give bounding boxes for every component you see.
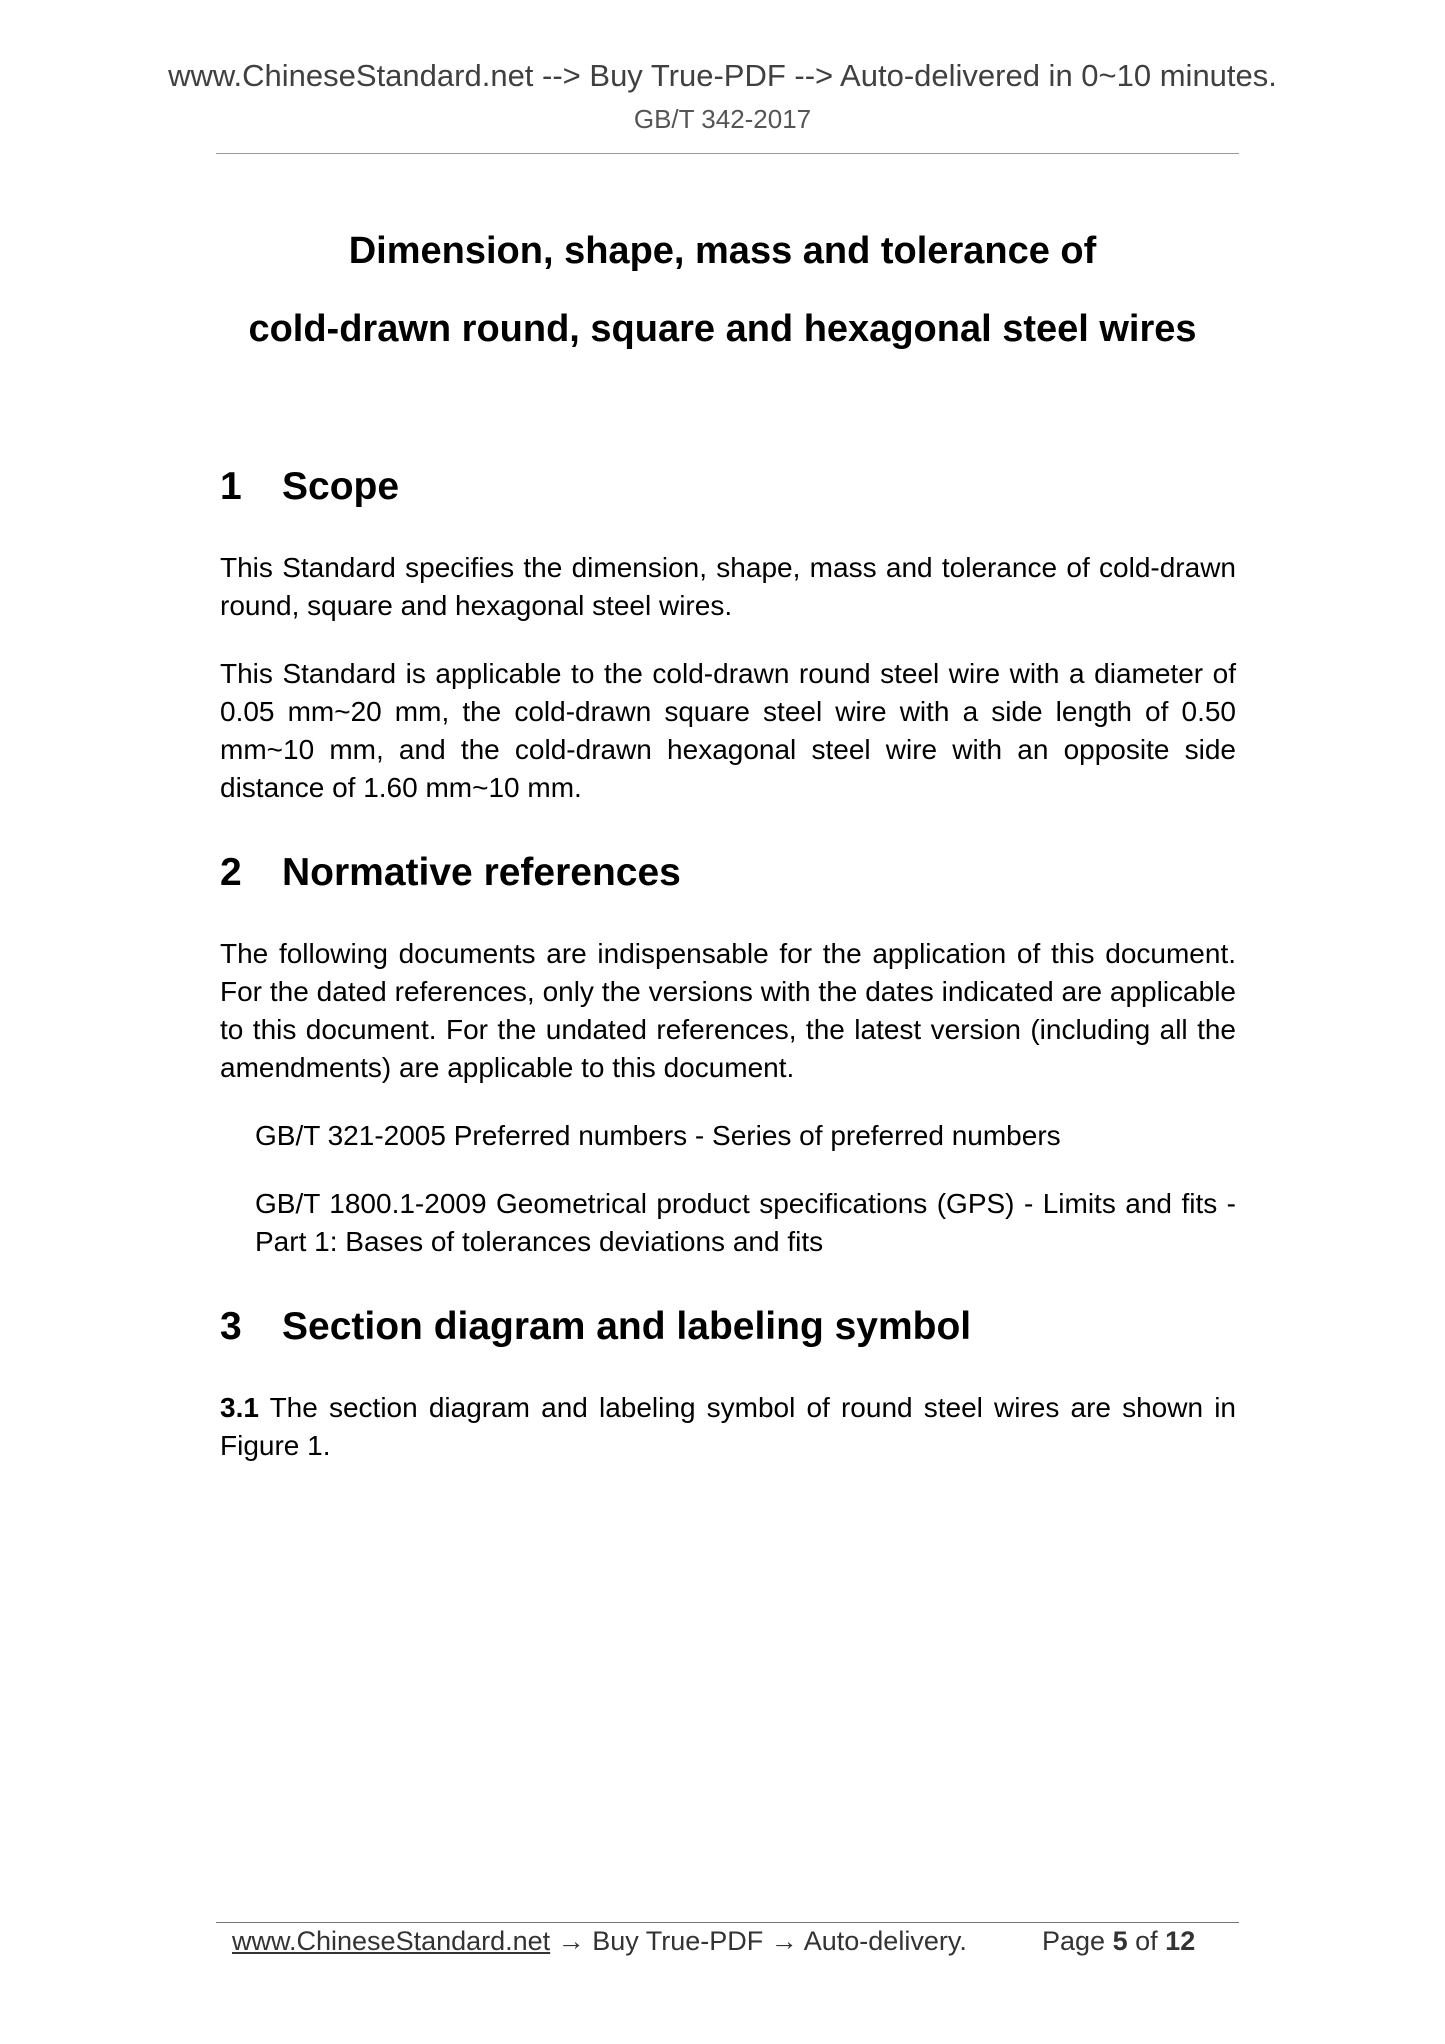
subsection-3-1-text: The section diagram and labeling symbol of round steel wires are shown in Figure 1. bbox=[220, 1392, 1236, 1461]
footer-promo-text: → Buy True-PDF → Auto-delivery. bbox=[557, 1926, 967, 1956]
scope-paragraph-2: This Standard is applicable to the cold-drawn round steel wire with a diameter of 0.05 mm~20 mm, the cold-drawn square steel wire with a side length of 0.50 mm~10 mm, and the cold-drawn hexagonal steel wire with an opposite side distance of 1.60 mm~10 mm. bbox=[220, 658, 1236, 803]
title-line-2: cold-drawn round, square and hexagonal steel wires bbox=[248, 308, 1197, 350]
title-line-1: Dimension, shape, mass and tolerance of bbox=[348, 230, 1097, 272]
header-promo-text: www.ChineseStandard.net --> Buy True-PDF --> Auto-delivered in 0~10 minutes. bbox=[168, 58, 1277, 93]
header-standard-number: GB/T 342-2017 bbox=[633, 104, 812, 134]
subsection-3-1-number: 3.1 bbox=[220, 1392, 259, 1423]
section-3-heading bbox=[220, 1305, 1236, 1349]
section-3-number: 3 bbox=[220, 1305, 242, 1348]
header-divider bbox=[216, 153, 1239, 154]
page-current: 5 bbox=[1112, 1926, 1128, 1956]
reference-item-1: GB/T 321-2005 Preferred numbers - Series of preferred numbers bbox=[255, 1120, 1061, 1151]
footer-left bbox=[232, 1926, 967, 1957]
subsection-3-1-paragraph bbox=[220, 1389, 1236, 1465]
footer-divider bbox=[216, 1922, 1239, 1923]
section-1-heading bbox=[220, 465, 1236, 509]
footer-website-link[interactable]: www.ChineseStandard.net bbox=[232, 1926, 551, 1956]
document-body bbox=[220, 465, 1236, 1465]
section-3-title: Section diagram and labeling symbol bbox=[282, 1305, 972, 1348]
section-2-number: 2 bbox=[220, 851, 242, 894]
page-label: Page bbox=[1042, 1926, 1106, 1956]
reference-item-2: GB/T 1800.1-2009 Geometrical product specifications (GPS) - Limits and fits - Part 1: Bases of tolerances deviations and fits bbox=[255, 1188, 1236, 1257]
section-1-title: Scope bbox=[282, 465, 400, 508]
normative-paragraph: The following documents are indispensable for the application of this document. For the dated references, only the versions with the dates indicated are applicable to this document. For the undated references, the latest version (including all the amendments) are applicable to this document. bbox=[220, 938, 1236, 1083]
scope-paragraph-1: This Standard specifies the dimension, shape, mass and tolerance of cold-drawn round, square and hexagonal steel wires. bbox=[220, 552, 1236, 621]
section-2-heading bbox=[220, 851, 1236, 895]
section-2-title: Normative references bbox=[282, 851, 681, 894]
of-label: of bbox=[1135, 1926, 1158, 1956]
page-indicator bbox=[1042, 1926, 1195, 1957]
page-total: 12 bbox=[1165, 1926, 1196, 1956]
document-title bbox=[0, 212, 1445, 368]
section-1-number: 1 bbox=[220, 465, 242, 508]
